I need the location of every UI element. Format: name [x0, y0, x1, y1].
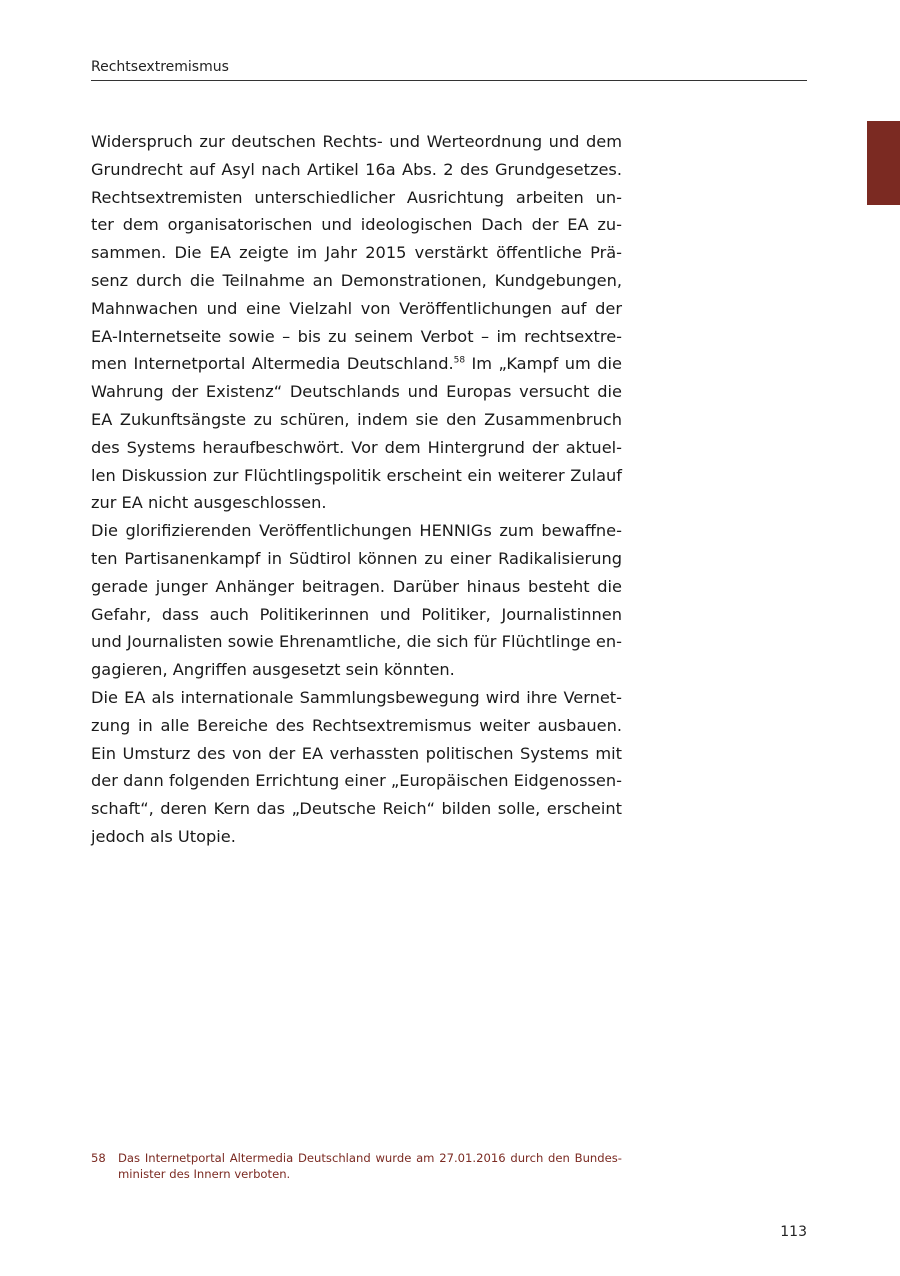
text-line: gerade junger Anhänger beitragen. Darüber hinaus besteht die: [91, 576, 622, 596]
text-segment: men Internetportal Altermedia Deutschland.: [91, 354, 454, 374]
running-head: Rechtsextremismus: [91, 59, 229, 75]
text-line: len Diskussion zur Flüchtlingspolitik erscheint ein weiterer Zulauf: [91, 465, 622, 485]
text-line: Ein Umsturz des von der EA verhassten politischen Systems mit: [91, 743, 622, 763]
header-divider: [91, 80, 807, 81]
text-line: zung in alle Bereiche des Rechtsextremismus weiter ausbauen.: [91, 715, 622, 735]
text-line: und Journalisten sowie Ehrenamtliche, die sich für Flüchtlinge en-: [91, 632, 622, 652]
text-line: zur EA nicht ausgeschlossen.: [91, 493, 327, 513]
text-line: Widerspruch zur deutschen Rechts- und Werteordnung und dem: [91, 132, 622, 151]
body-text: [91, 128, 622, 851]
text-line: Grundrecht auf Asyl nach Artikel 16a Abs. 2 des Grundgesetzes.: [91, 159, 622, 179]
text-line: Die EA als internationale Sammlungsbewegung wird ihre Vernet-: [91, 687, 622, 707]
page-number: 113: [780, 1224, 807, 1240]
text-line-with-footnote: [91, 350, 622, 378]
text-line: Die glorifizierenden Veröffentlichungen HENNIGs zum bewaffne-: [91, 521, 622, 541]
text-line: sammen. Die EA zeigte im Jahr 2015 verstärkt öffentliche Prä-: [91, 243, 622, 263]
text-line: ten Partisanenkampf in Südtirol können zu einer Radikalisierung: [91, 548, 622, 568]
text-line: Gefahr, dass auch Politikerinnen und Politiker, Journalistinnen: [91, 604, 622, 624]
text-segment: Im „Kampf um die: [465, 354, 623, 374]
text-line: Wahrung der Existenz“ Deutschlands und Europas versucht die: [91, 382, 622, 402]
footnote-text: [118, 1151, 622, 1182]
text-line: Mahnwachen und eine Vielzahl von Veröffentlichungen auf der: [91, 298, 622, 318]
text-line: schaft“, deren Kern das „Deutsche Reich“ bilden solle, erscheint: [91, 799, 622, 819]
footnote-line: minister des Innern verboten.: [118, 1166, 291, 1181]
text-line: des Systems heraufbeschwört. Vor dem Hintergrund der aktuel-: [91, 437, 622, 457]
text-line: jedoch als Utopie.: [91, 826, 236, 846]
footnote-line: Das Internetportal Altermedia Deutschland wurde am 27.01.2016 durch den Bundes-: [118, 1151, 622, 1165]
text-line: ter dem organisatorischen und ideologischen Dach der EA zu-: [91, 215, 622, 235]
footnote-reference[interactable]: 58: [453, 355, 466, 366]
chapter-marker-tab: [867, 121, 900, 205]
text-line: EA Zukunftsängste zu schüren, indem sie den Zusammenbruch: [91, 409, 622, 429]
text-line: senz durch die Teilnahme an Demonstrationen, Kundgebungen,: [91, 270, 622, 290]
text-line: EA-Internetseite sowie – bis zu seinem Verbot – im rechtsextre-: [91, 326, 622, 346]
footnote-number: 58: [91, 1151, 106, 1165]
text-line: Rechtsextremisten unterschiedlicher Ausrichtung arbeiten un-: [91, 187, 622, 207]
text-line: gagieren, Angriffen ausgesetzt sein könnten.: [91, 660, 455, 680]
text-line: der dann folgenden Errichtung einer „Europäischen Eidgenossen-: [91, 771, 622, 791]
